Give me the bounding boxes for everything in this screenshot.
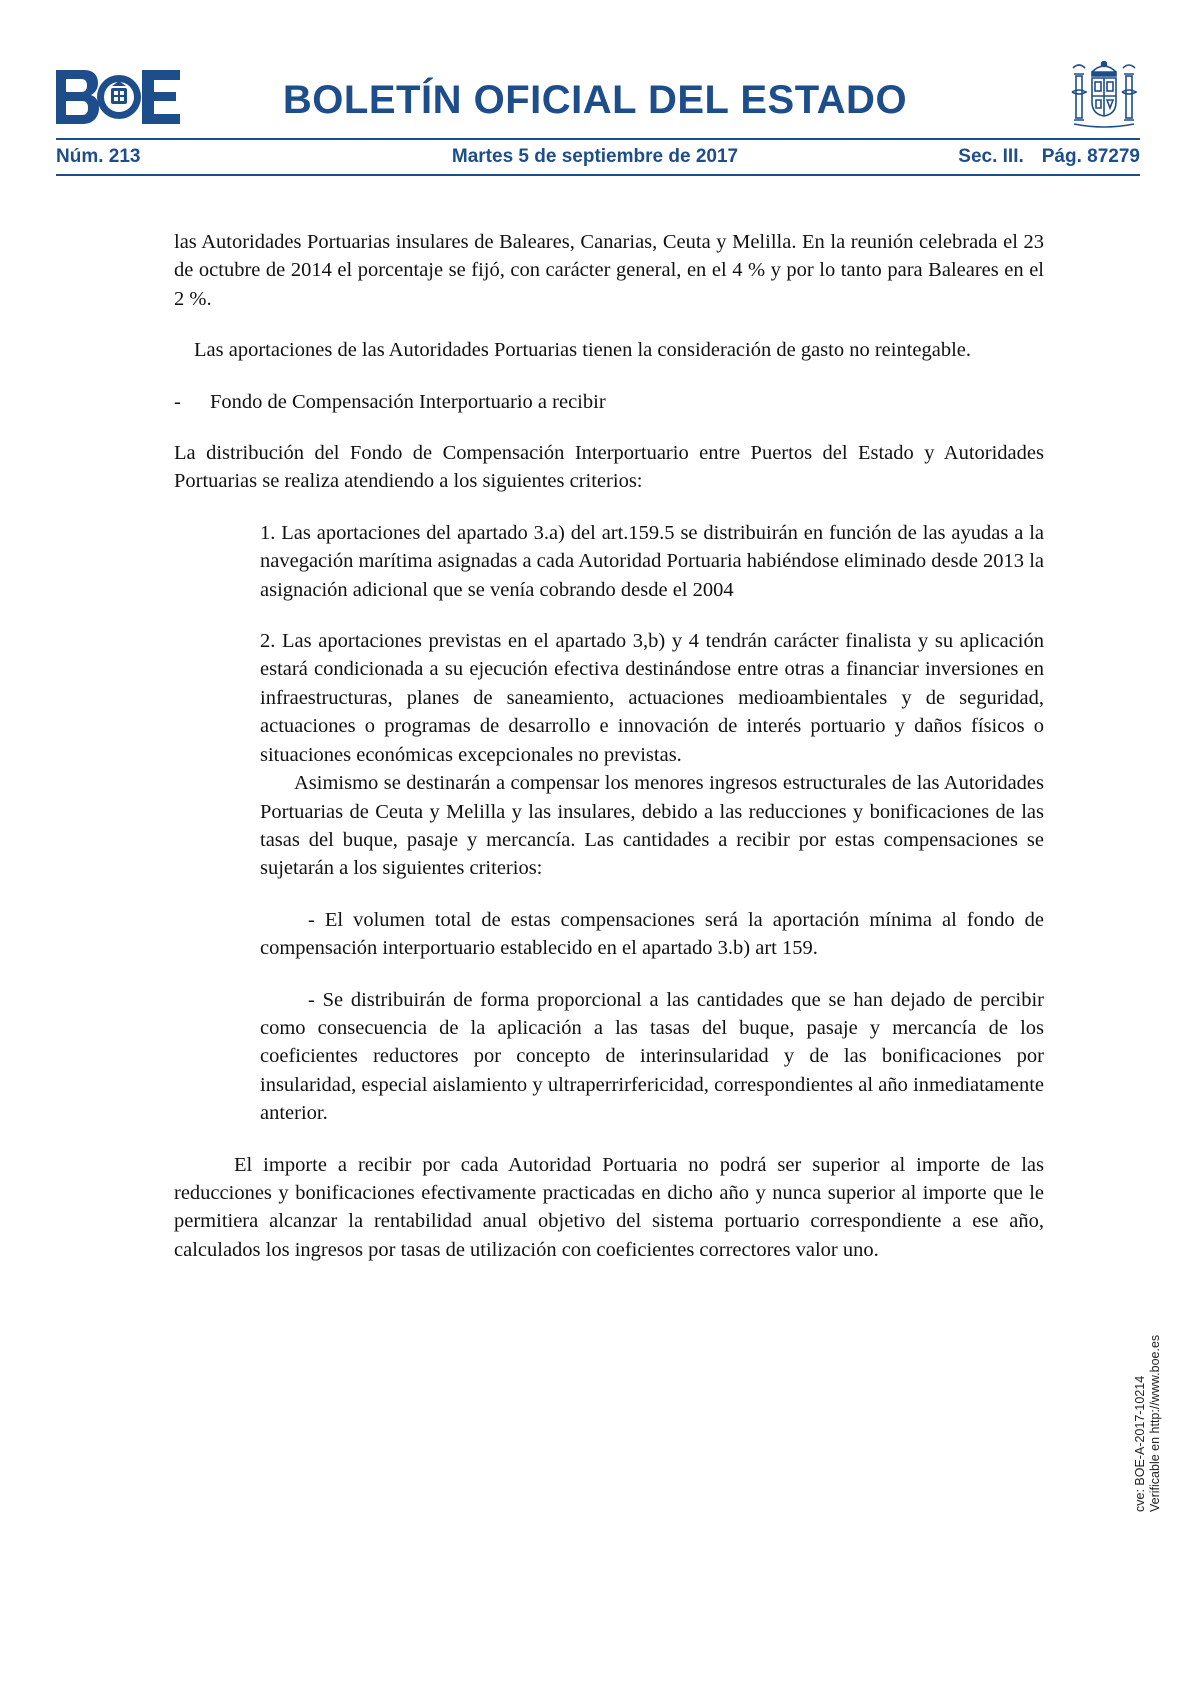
header-rule-top [56, 138, 1140, 140]
paragraph: El importe a recibir por cada Autoridad Portuaria no podrá ser superior al importe de las reducciones y bonificaciones efectivamente practicadas en dicho año y nunca superior al importe que le permitiera alcanzar la rentabilidad anual objetivo del sistema portuario correspondiente a ese año, calculados los ingresos por tasas de utilización con coeficientes correctores valor uno. [174, 1153, 1044, 1261]
paragraph: La distribución del Fondo de Compensación Interportuario entre Puertos del Estado y Autoridades Portuarias se realiza atendiendo a los siguientes criterios: [174, 442, 1044, 493]
coat-of-arms-icon [1070, 58, 1138, 130]
paragraph: Asimismo se destinarán a compensar los menores ingresos estructurales de las Autoridades Portuarias de Ceuta y Melilla y las insulares, debido a las reducciones y bonificaciones de las tasas del buque, pasaje y mercancía. Las cantidades a recibir por estas compensaciones se sujetarán a los siguientes criterios: [260, 772, 1044, 880]
section-page [958, 145, 1140, 169]
masthead-title: BOLETÍN OFICIAL DEL ESTADO [282, 78, 908, 122]
verification-note [1133, 1335, 1163, 1512]
criteria-list [260, 519, 1044, 1128]
list-heading-text: Fondo de Compensación Interportuario a recibir [210, 390, 606, 413]
issue-date: Martes 5 de septiembre de 2017 [451, 146, 739, 167]
boe-logo [56, 70, 180, 124]
sub-list-item: - El volumen total de estas compensaciones será la aportación mínima al fondo de compensación interportuario establecido en el apartado 3.b) art 159. [260, 908, 1044, 960]
list-item: 1. Las aportaciones del apartado 3.a) del art.159.5 se distribuirán en función de las ayudas a la navegación marítima asignadas a cada Autoridad Portuaria habiéndose eliminado desde 2013 la asignación adicional que se venía cobrando desde el 2004 [260, 521, 1044, 601]
section-label: Sec. III. [958, 146, 1024, 167]
document-body [174, 228, 1044, 1264]
header-rule-bottom [56, 174, 1140, 176]
page-number: Pág. 87279 [1041, 146, 1140, 167]
paragraph: las Autoridades Portuarias insulares de Baleares, Canarias, Ceuta y Melilla. En la reunión celebrada el 23 de octubre de 2014 el porcentaje se fijó, con carácter general, en el 4 % y por lo tanto para Baleares en el 2 %. [174, 231, 1044, 310]
sub-list-item: - Se distribuirán de forma proporcional a las cantidades que se han dejado de percibir como consecuencia de la aplicación a las tasas del buque, pasaje y mercancía de los coeficientes reductores por concepto de interinsularidad y de las bonificaciones por insularidad, especial aislamiento y ultraperrirfericidad, correspondientes al año inmediatamente anterior. [260, 988, 1044, 1125]
verification-url: Verificable en http://www.boe.es [1148, 1334, 1162, 1512]
list-item: 2. Las aportaciones previstas en el apartado 3,b) y 4 tendrán carácter finalista y su aplicación estará condicionada a su ejecución efectiva destinándose entre otras a financiar inversiones en infraestructuras, planes de saneamiento, actuaciones medioambientales y de seguridad, actuaciones o programas de desarrollo e innovación de interés portuario y daños físicos o situaciones económicas excepcionales no previstas. [260, 630, 1044, 766]
list-heading [174, 388, 1044, 416]
paragraph: Las aportaciones de las Autoridades Portuarias tienen la consideración de gasto no reintegable. [194, 339, 972, 362]
cve-code: cve: BOE-A-2017-10214 [1133, 1375, 1147, 1512]
issue-number: Núm. 213 [56, 146, 141, 167]
list-bullet: - [174, 390, 181, 413]
